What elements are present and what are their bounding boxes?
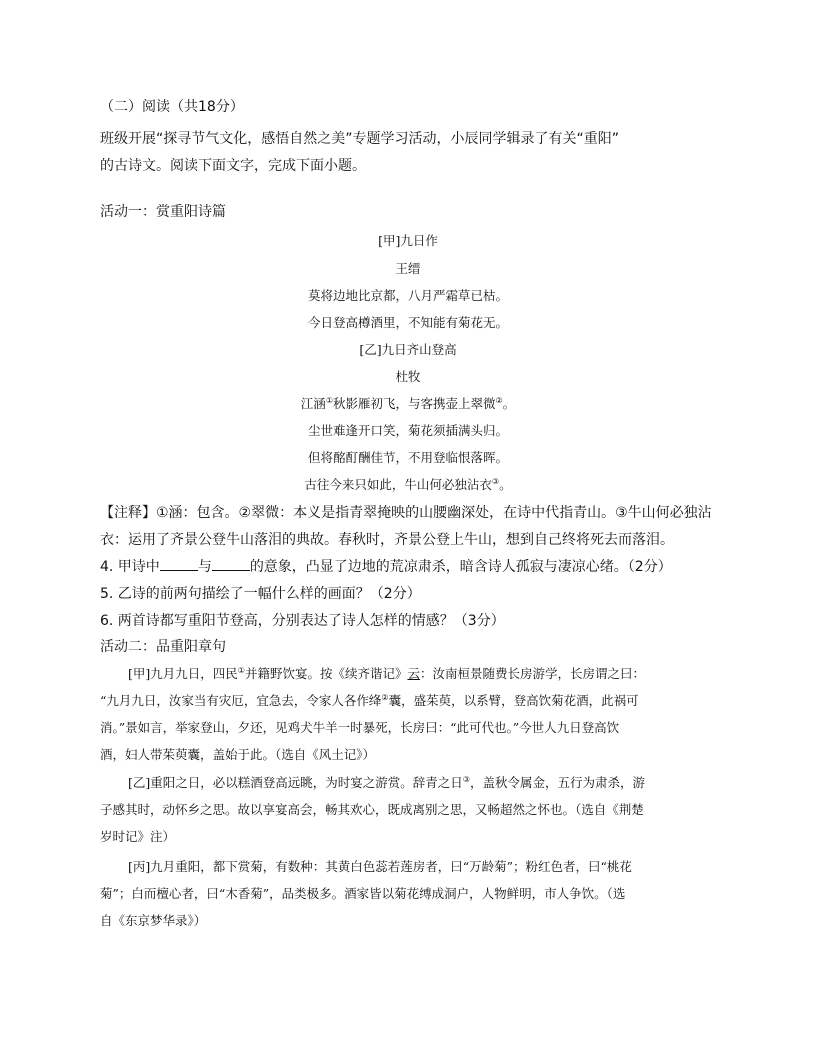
poem-a-title: [甲]九日作 — [378, 233, 438, 248]
question-text: 4. 甲诗中 — [100, 559, 160, 575]
question-text: 与 — [197, 559, 212, 575]
intro-line-2: 的古诗文。阅读下面文字，完成下面小题。 — [100, 158, 366, 174]
footnote-marker: ③ — [462, 774, 470, 784]
poem-b-title: [乙]九日齐山登高 — [359, 342, 457, 357]
answer-blank-2[interactable] — [212, 557, 250, 571]
passage-b-line-2: 子感其时，动怀乡之思。故以享宴高会，畅其欢心，既成离别之思，又畅超然之怀也。（选自《荆楚 — [100, 802, 644, 817]
question-text: 的意象，凸显了边地的荒凉肃杀，暗含诗人孤寂与凄凉心绪。（2分） — [249, 559, 672, 575]
annotation-line-2: 衣：运用了齐景公登牛山落泪的典故。春秋时，齐景公登上牛山，想到自己终将死去而落泪。 — [100, 532, 674, 548]
question-6: 6. 两首诗都写重阳节登高，分别表达了诗人怎样的情感？（3分） — [100, 613, 505, 629]
poem-a-line-1: 莫将边地比京都，八月严霜草已枯。 — [307, 288, 508, 303]
footnote-marker: ① — [325, 395, 333, 405]
passage-c-line-2: 菊”；白而檀心者，曰“木香菊”，品类极多。酒家皆以菊花缚成洞户，人物鲜明，市人争饮。（选 — [100, 886, 626, 901]
passage-a-line-3: 消。”景如言，举家登山，夕还，见鸡犬牛羊一时暴死，长房曰：“此可代也。”今世人九日登高饮 — [100, 720, 620, 735]
passage-c-line-1: [丙]九月重阳，都下赏菊，有数种：其黄白色蕊若莲房者，曰“万龄菊”；粉红色者，曰“桃花 — [128, 859, 632, 874]
passage-b-line-1 — [128, 773, 645, 791]
section-heading: （二）阅读（共18分） — [100, 99, 244, 115]
passage-a-line-1 — [128, 664, 645, 682]
poem-a-author: 王缙 — [395, 261, 421, 276]
activity1-title: 活动一：赏重阳诗篇 — [100, 204, 226, 220]
passage-a-line-4: 酒，妇人带茱萸囊，盖始于此。（选自《风土记》） — [100, 747, 376, 762]
annotation-line-1: 【注释】①涵：包含。②翠微：本义是指青翠掩映的山腰幽深处，在诗中代指青山。③牛山何必独沾 — [100, 505, 712, 521]
passage-text: ，盖秋令属金，五行为肃杀，游 — [469, 775, 645, 790]
activity2-title: 活动二：品重阳章句 — [100, 639, 226, 655]
passage-text: [甲]九月九日，四民 — [128, 666, 238, 681]
footnote-marker: ① — [237, 665, 245, 675]
passage-text: 并籍野饮宴。按《续齐谐记》 — [244, 666, 408, 681]
passage-text: [乙]重阳之日，必以糕酒登高远眺，为时宴之游赏。辞青之日 — [128, 775, 463, 790]
poem-b-line-4 — [0, 475, 816, 493]
passage-a-line-2 — [100, 691, 639, 709]
footnote-marker: ② — [495, 395, 503, 405]
intro-line-1: 班级开展“探寻节气文化，感悟自然之美”专题学习活动，小辰同学辑录了有关“重阳” — [100, 131, 620, 147]
poem-b-author: 杜牧 — [395, 369, 421, 384]
poem-b-line-2: 尘世难逢开口笑，菊花须插满头归。 — [307, 423, 508, 438]
passage-c-line-3: 自《东京梦华录》） — [100, 913, 207, 928]
passage-text: ：汝南桓景随费长房游学，长房谓之曰： — [419, 666, 645, 681]
poem-text: 。 — [499, 477, 512, 492]
passage-text: “九月九日，汝家当有灾厄，宜急去，令家人各作绛 — [100, 693, 382, 708]
poem-text: 古往今来只如此，牛山何必独沾衣 — [304, 477, 492, 492]
poem-a-line-2: 今日登高樽酒里，不知能有菊花无。 — [307, 315, 508, 330]
question-5: 5. 乙诗的前两句描绘了一幅什么样的画面？（2分） — [100, 586, 421, 602]
poem-b-line-1 — [0, 394, 816, 412]
poem-text: 江涵 — [300, 396, 326, 411]
poem-b-line-3: 但将酩酊酬佳节，不用登临恨落晖。 — [307, 450, 508, 465]
poem-text: 。 — [502, 396, 516, 411]
footnote-marker: ③ — [491, 476, 500, 486]
answer-blank-1[interactable] — [160, 557, 198, 571]
footnote-marker: ② — [381, 692, 389, 702]
passage-b-line-3: 岁时记》注） — [100, 829, 176, 844]
passage-text: 囊，盛茱萸，以系臂，登高饮菊花酒，此祸可 — [388, 693, 639, 708]
underlined-word: 云 — [407, 666, 420, 681]
poem-text: 秋影雁初飞，与客携壶上翠微 — [332, 396, 496, 411]
question-4 — [100, 556, 672, 576]
